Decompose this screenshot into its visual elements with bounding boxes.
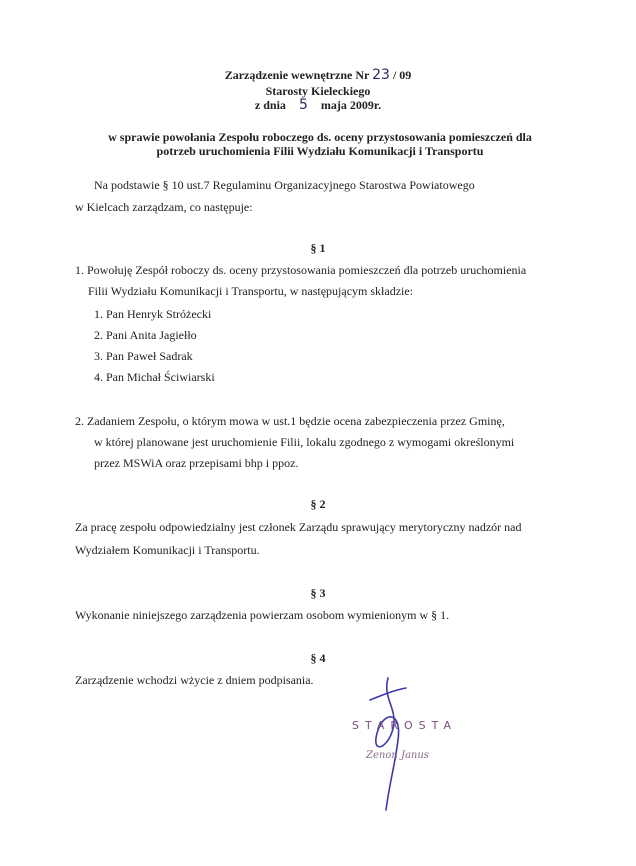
- section-3-heading: § 3: [310, 586, 326, 600]
- preamble-line-1: Na podstawie § 10 ust.7 Regulaminu Organizacyjnego Starostwa Powiatowego: [94, 178, 475, 192]
- stamp-name: Zenon Janus: [366, 750, 429, 761]
- issuer: Starosty Kieleckiego: [265, 84, 371, 98]
- stamp-title: STAROSTA: [352, 719, 458, 732]
- member-item: 2. Pani Anita Jagiełło: [94, 328, 197, 342]
- date-prefix: z dnia: [254, 98, 286, 112]
- section-1-point-2-line-1: 2. Zadaniem Zespołu, o którym mowa w ust.1 będzie ocena zabezpieczenia przez Gminę,: [75, 414, 505, 428]
- preamble-line-2: w Kielcach zarządzam, co następuje:: [75, 200, 253, 214]
- date-suffix: maja 2009r.: [320, 98, 382, 112]
- date-day: 5: [298, 97, 308, 113]
- section-1-point-2-line-2: w której planowane jest uruchomienie Filii, lokalu zgodnego z wymogami określonymi: [94, 435, 515, 449]
- section-3-line-1: Wykonanie niniejszego zarządzenia powierzam osobom wymienionym w § 1.: [75, 608, 450, 622]
- member-item: 1. Pan Henryk Stróżecki: [94, 307, 212, 321]
- section-2-heading: § 2: [310, 497, 326, 511]
- order-date: [0, 98, 636, 112]
- section-1-point-1-line-1: 1. Powołuję Zespół roboczy ds. oceny przystosowania pomieszczeń dla potrzeb uruchomienia: [75, 263, 527, 277]
- section-4-heading: § 4: [310, 651, 326, 665]
- handwritten-signature: [340, 670, 480, 820]
- section-1-heading: § 1: [310, 241, 326, 255]
- section-1-point-2-line-3: przez MSWiA oraz przepisami bhp i ppoz.: [94, 456, 299, 470]
- section-2-line-1: Za pracę zespołu odpowiedzialny jest członek Zarządu sprawujący merytoryczny nadzór nad: [75, 520, 522, 534]
- order-number: 23: [372, 67, 390, 83]
- section-4-line-1: Zarządzenie wchodzi wżycie z dniem podpisania.: [75, 673, 314, 687]
- member-item: 3. Pan Paweł Sadrak: [94, 349, 193, 363]
- order-title: [0, 68, 636, 82]
- subject-line-1: w sprawie powołania Zespołu roboczego ds. oceny przystosowania pomieszczeń dla: [108, 130, 532, 144]
- subject-line-2: potrzeb uruchomienia Filii Wydziału Komunikacji i Transportu: [156, 144, 484, 158]
- order-title-prefix: Zarządzenie wewnętrzne Nr: [224, 68, 370, 82]
- order-title-suffix: / 09: [392, 68, 412, 82]
- member-item: 4. Pan Michał Ściwiarski: [94, 370, 215, 384]
- section-2-line-2: Wydziałem Komunikacji i Transportu.: [75, 543, 260, 557]
- section-1-point-1-line-2: Filii Wydziału Komunikacji i Transportu, w następującym składzie:: [88, 284, 414, 298]
